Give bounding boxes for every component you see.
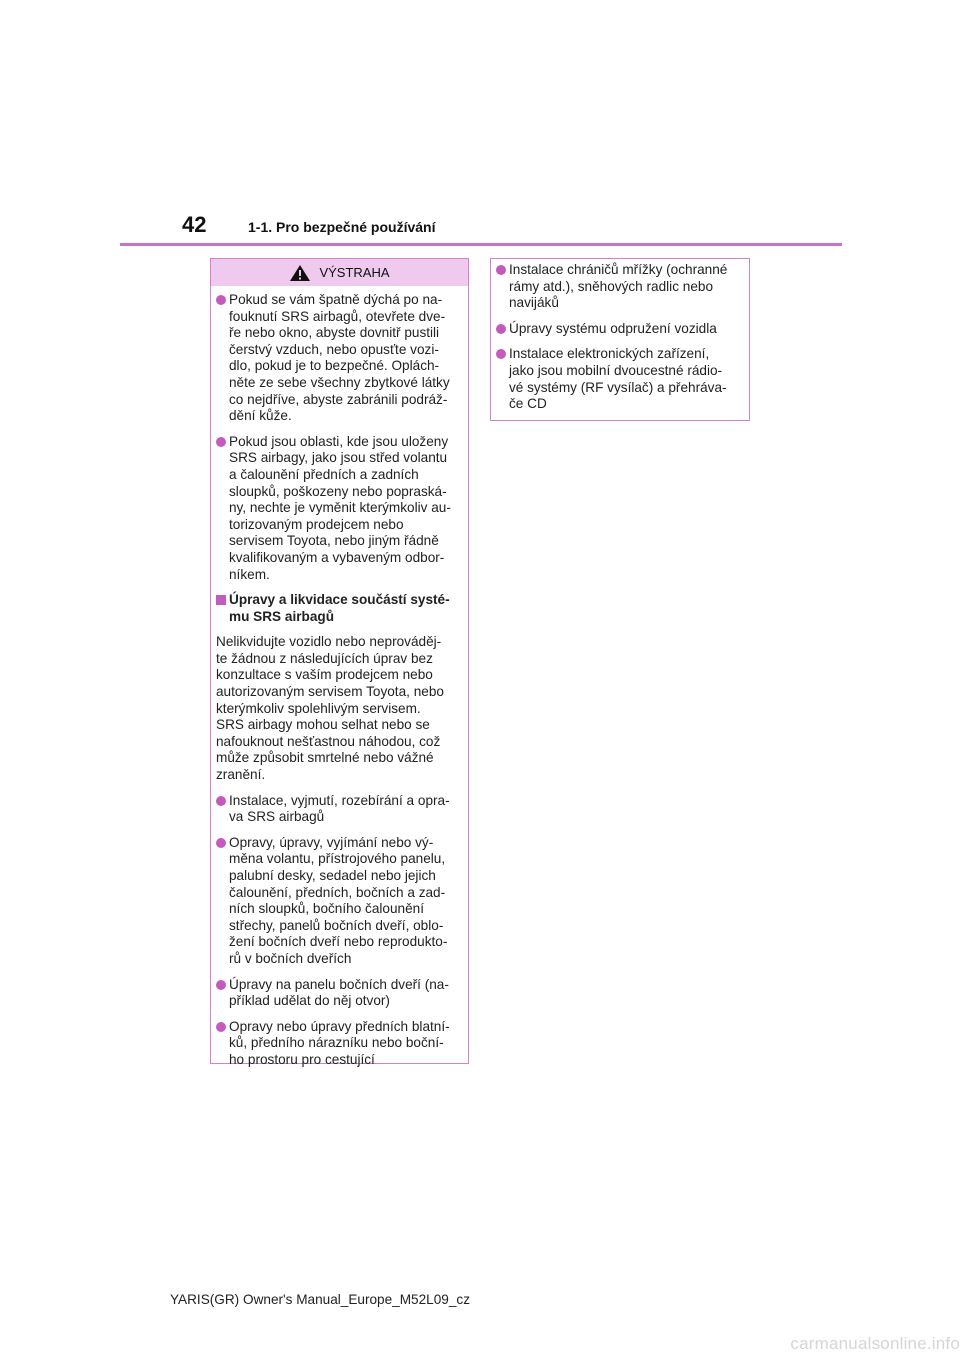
list-item <box>496 262 743 312</box>
warning-triangle-icon <box>289 264 311 282</box>
list-item <box>216 434 462 583</box>
list-item <box>496 321 743 338</box>
bullet-icon <box>216 980 226 990</box>
list-item <box>216 1019 462 1069</box>
warning-content <box>211 286 468 1069</box>
list-item <box>496 346 743 412</box>
paragraph: Nelikvidujte vozidlo nebo neprováděj- te žádnou z následujících úprav bez konzultace s vaším prodejcem nebo autorizovaným servisem Toyota, nebo kterýmkoliv spolehlivým servisem. SRS airbagy mohou selhat nebo se nafouknout nešťastnou náhodou, což může způsobit smrtelné nebo vážné zranění. <box>216 634 444 783</box>
list-item <box>216 292 462 425</box>
footer: YARIS(GR) Owner's Manual_Europe_M52L09_cz <box>169 1292 471 1307</box>
list-item-text: Úpravy systému odpružení vozidla <box>509 320 717 336</box>
list-item-text: Pokud jsou oblasti, kde jsou uloženy SRS airbagy, jako jsou střed volantu a čalounění předních a zadních sloupků, poškozeny nebo popraská- ny, nechte je vyměnit kterýmkoliv au- torizovaným prodejcem nebo servisem Toyota, nebo jiným řádně kvalifikovaným a vybaveným odbor- níkem. <box>229 433 451 582</box>
subheading <box>216 592 462 625</box>
warning-title: VÝSTRAHA <box>319 265 390 280</box>
bullet-icon <box>216 437 226 447</box>
section-title: 1-1. Pro bezpečné používání <box>248 219 436 235</box>
list-item-text: Instalace, vyjmutí, rozebírání a opra- va SRS airbagů <box>229 792 450 825</box>
bullet-icon <box>496 349 506 359</box>
list-item-text: Opravy nebo úpravy předních blatní- ků, předního nárazníku nebo boční- ho prostoru pro cestující <box>229 1018 450 1067</box>
list-item <box>216 793 462 826</box>
bullet-icon <box>496 324 506 334</box>
bullet-icon <box>216 1022 226 1032</box>
list-item <box>216 835 462 968</box>
bullet-icon <box>496 265 506 275</box>
warning-header <box>211 259 468 286</box>
warning-continued-content <box>491 259 749 413</box>
list-item-text: Instalace chráničů mřížky (ochranné rámy atd.), sněhových radlic nebo navijáků <box>509 262 728 311</box>
square-bullet-icon <box>216 595 226 605</box>
bullet-icon <box>216 796 226 806</box>
list-item <box>216 977 462 1010</box>
bullet-icon <box>216 838 226 848</box>
warning-continued-box <box>490 258 750 421</box>
list-item-text: Úpravy na panelu bočních dveří (na- příklad udělat do něj otvor) <box>229 976 449 1009</box>
header-rule <box>120 243 842 246</box>
list-item-text: Pokud se vám špatně dýchá po na- fouknutí SRS airbagů, otevřete dve- ře nebo okno, abyste dovnitř pustili čerstvý vzduch, nebo opusťte vozi- dlo, pokud je to bezpečné. Oplách- něte ze sebe všechny zbytkové látky co nejdříve, abyste zabránili podráž- dění kůže. <box>229 292 450 424</box>
list-item-text: Instalace elektronických zařízení, jako jsou mobilní dvoucestné rádio- vé systémy (RF vysílač) a přehráva- če CD <box>509 346 727 412</box>
subheading-text: Úpravy a likvidace součástí systé- mu SRS airbagů <box>229 592 450 624</box>
list-item-text: Opravy, úpravy, vyjímání nebo vý- měna volantu, přístrojového panelu, palubní desky, sedadel nebo jejich čalounění, předních, bočních a zad- ních sloupků, bočního čalounění střechy, panelů bočních dveří, oblo- žení bočních dveří nebo reprodukto- rů v bočních dveřích <box>229 834 448 966</box>
watermark: carmanualsonline.info <box>790 1334 960 1353</box>
bullet-icon <box>216 295 226 305</box>
warning-box <box>210 258 469 1067</box>
page-number: 42 <box>182 212 207 237</box>
